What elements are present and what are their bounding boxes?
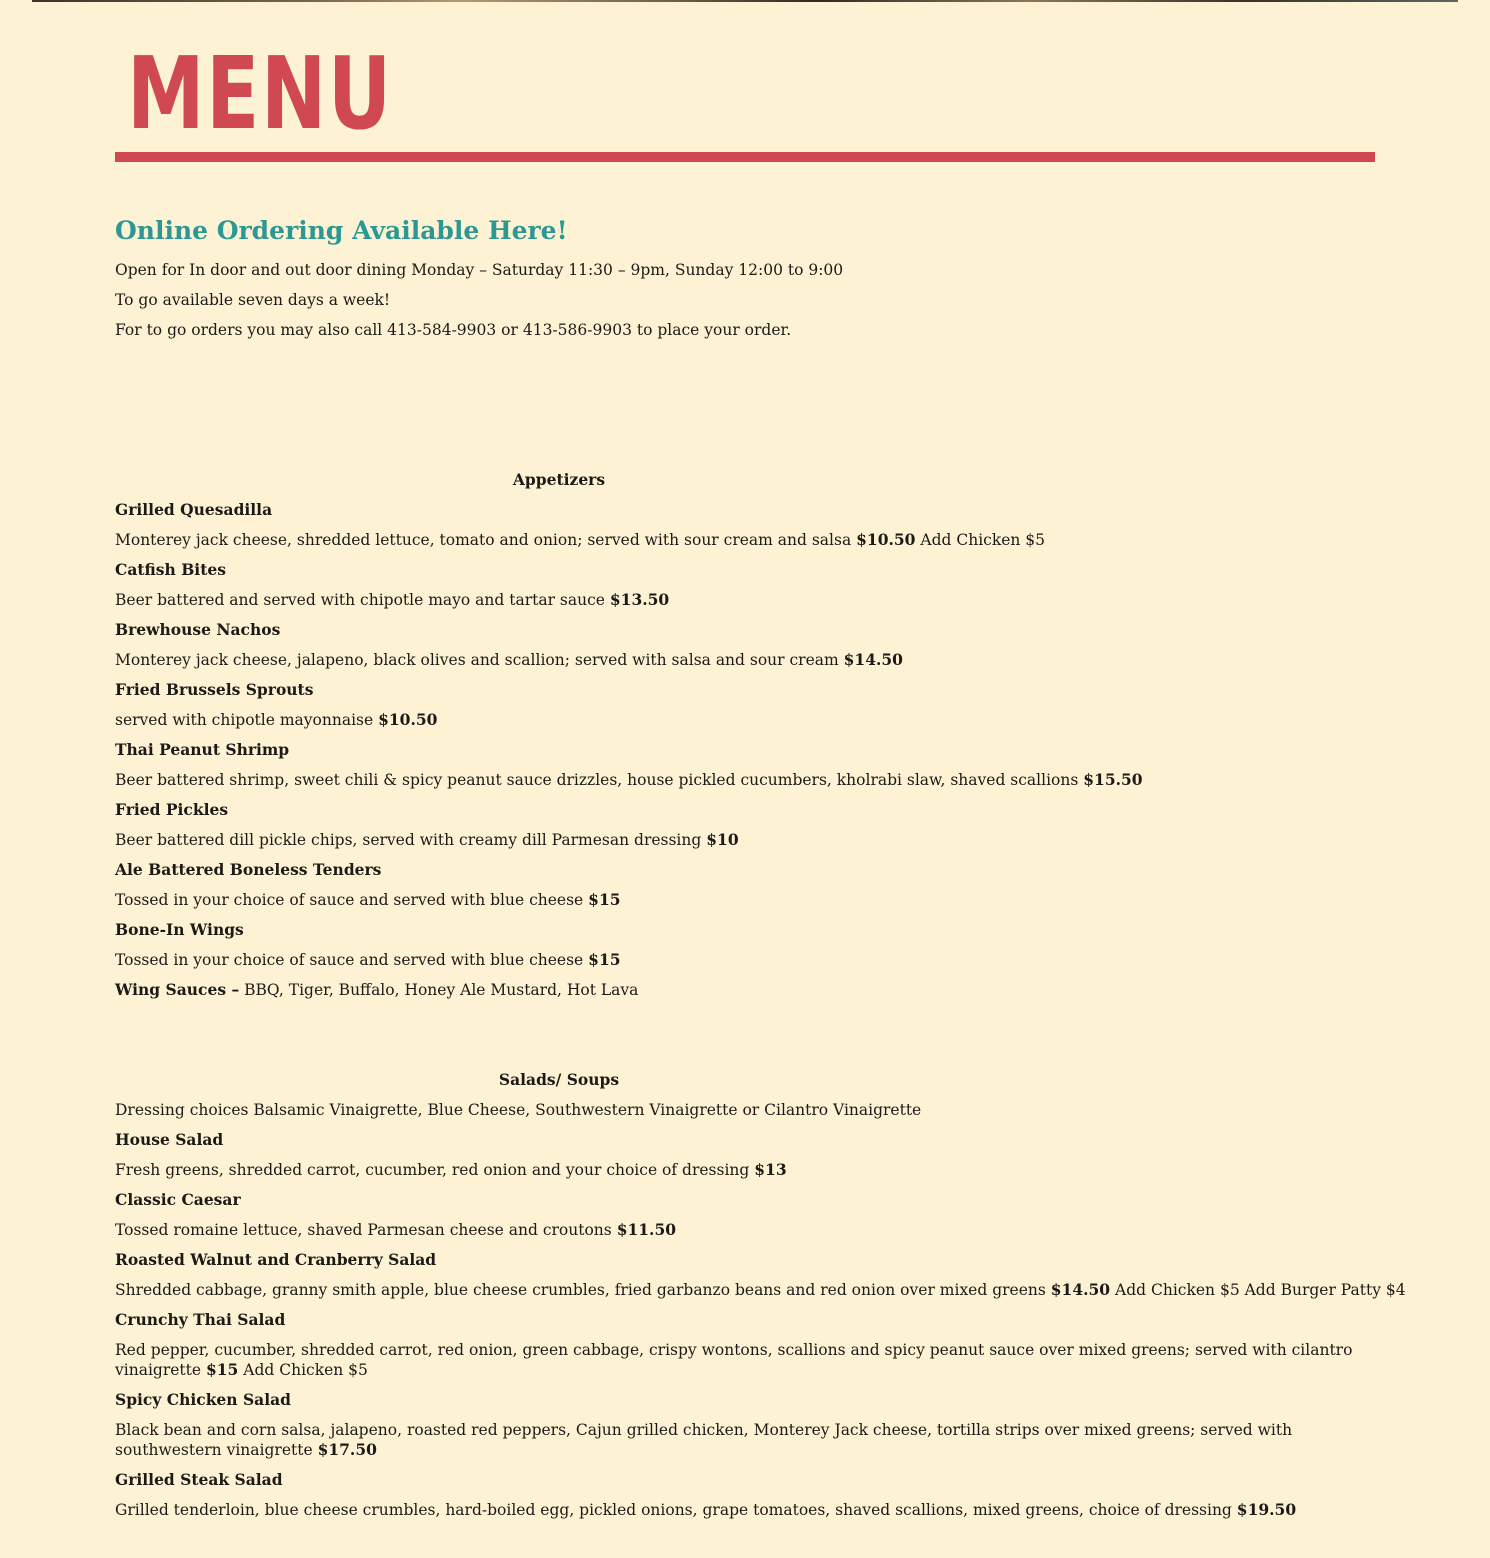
item-addon: Add Chicken $5 — [920, 531, 1046, 549]
ordering-info — [115, 255, 1375, 345]
item-name: Crunchy Thai Salad — [115, 1310, 286, 1329]
item-price: $15.50 — [1083, 770, 1143, 789]
phone-text: For to go orders you may also call 413-584-9903 or 413-586-9903 to place your order. — [115, 321, 792, 339]
item-price: $11.50 — [616, 1220, 677, 1239]
item-name: House Salad — [115, 1130, 224, 1149]
item-desc: Grilled tenderloin, blue cheese crumbles, hard-boiled egg, pickled onions, grape tomatoes, shaved scallions, mixed greens, choice of dressing — [115, 1501, 1232, 1519]
item-description — [115, 585, 1375, 615]
item-description — [115, 705, 1375, 735]
item-name: Spicy Chicken Salad — [115, 1390, 291, 1409]
hours-text: Open for In door and out door dining Monday – Saturday 11:30 – 9pm, Sunday 12:00 to 9:00 — [115, 261, 844, 279]
item-description — [115, 1275, 1406, 1305]
item-desc: Red pepper, cucumber, shredded carrot, red onion, green cabbage, crispy wontons, scallions and spicy peanut sauce over mixed greens; served with cilantro vinaigrette — [115, 1341, 1353, 1379]
item-desc: Tossed in your choice of sauce and served with blue cheese — [115, 951, 584, 969]
online-ordering-link[interactable]: Online Ordering Available Here! — [115, 216, 568, 245]
item-price: $17.50 — [317, 1440, 377, 1459]
to-go-text: To go available seven days a week! — [115, 291, 391, 309]
item-description — [115, 1155, 1375, 1185]
item-price: $15 — [588, 950, 621, 969]
item-price: $10 — [706, 830, 739, 849]
item-desc: Shredded cabbage, granny smith apple, blue cheese crumbles, fried garbanzo beans and red onion over mixed greens — [115, 1281, 1046, 1299]
item-desc: Monterey jack cheese, jalapeno, black olives and scallion; served with salsa and sour cream — [115, 651, 839, 669]
item-description — [115, 765, 1375, 795]
item-desc: Black bean and corn salsa, jalapeno, roasted red peppers, Cajun grilled chicken, Monterey Jack cheese, tortilla strips over mixed greens; served with southwestern vinaigrette — [115, 1421, 1293, 1459]
item-desc: Monterey jack cheese, shredded lettuce, tomato and onion; served with sour cream and salsa — [115, 531, 852, 549]
item-name: Fried Pickles — [115, 800, 229, 819]
item-description — [115, 945, 1375, 975]
item-desc: Tossed in your choice of sauce and served with blue cheese — [115, 891, 584, 909]
item-addon: Add Chicken $5 Add Burger Patty $4 — [1115, 1281, 1406, 1299]
item-name: Thai Peanut Shrimp — [115, 740, 290, 759]
item-price: $10.50 — [378, 710, 438, 729]
item-desc: Fresh greens, shredded carrot, cucumber, red onion and your choice of dressing — [115, 1161, 750, 1179]
item-description — [115, 645, 1375, 675]
item-desc: Tossed romaine lettuce, shaved Parmesan cheese and croutons — [115, 1221, 612, 1239]
item-description — [115, 1415, 1375, 1465]
item-price: $19.50 — [1236, 1500, 1297, 1519]
item-name: Grilled Quesadilla — [115, 500, 273, 519]
item-name: Fried Brussels Sprouts — [115, 680, 314, 699]
item-description — [115, 825, 1375, 855]
item-name: Ale Battered Boneless Tenders — [115, 860, 382, 879]
item-name: Catfish Bites — [115, 560, 226, 579]
header-image-strip — [32, 0, 1458, 2]
item-price: $13.50 — [609, 590, 670, 609]
item-name: Roasted Walnut and Cranberry Salad — [115, 1250, 437, 1269]
item-desc: served with chipotle mayonnaise — [115, 711, 374, 729]
item-description — [115, 1495, 1375, 1525]
item-desc: Beer battered dill pickle chips, served with creamy dill Parmesan dressing — [115, 831, 702, 849]
appetizers-section — [115, 465, 1375, 1005]
item-description — [115, 1335, 1375, 1385]
wing-sauces-list: BBQ, Tiger, Buffalo, Honey Ale Mustard, Hot Lava — [244, 981, 639, 999]
item-name: Bone-In Wings — [115, 920, 244, 939]
item-desc: Beer battered and served with chipotle mayo and tartar sauce — [115, 591, 605, 609]
section-title-salads: Salads/ Soups — [498, 1070, 620, 1089]
item-description — [115, 1215, 1375, 1245]
item-description — [115, 885, 1375, 915]
wing-sauces — [115, 975, 1375, 1005]
wing-sauces-label: Wing Sauces – — [115, 980, 240, 999]
item-description — [115, 525, 1375, 555]
item-name: Classic Caesar — [115, 1190, 241, 1209]
item-addon: Add Chicken $5 — [243, 1361, 368, 1379]
dressing-note: Dressing choices Balsamic Vinaigrette, Blue Cheese, Southwestern Vinaigrette or Cilantro Vinaigrette — [115, 1101, 922, 1119]
item-price: $10.50 — [856, 530, 916, 549]
item-price: $15 — [205, 1360, 239, 1379]
salads-section — [115, 1065, 1406, 1525]
item-name: Brewhouse Nachos — [115, 620, 281, 639]
item-price: $15 — [588, 890, 621, 909]
item-desc: Beer battered shrimp, sweet chili & spicy peanut sauce drizzles, house pickled cucumbers, kholrabi slaw, shaved scallions — [115, 771, 1079, 789]
page-title: MENU — [127, 35, 393, 152]
item-price: $14.50 — [843, 650, 903, 669]
item-price: $13 — [754, 1160, 787, 1179]
title-divider — [115, 152, 1375, 162]
item-name: Grilled Steak Salad — [115, 1470, 283, 1489]
item-price: $14.50 — [1050, 1280, 1111, 1299]
section-title-appetizers: Appetizers — [512, 470, 606, 489]
